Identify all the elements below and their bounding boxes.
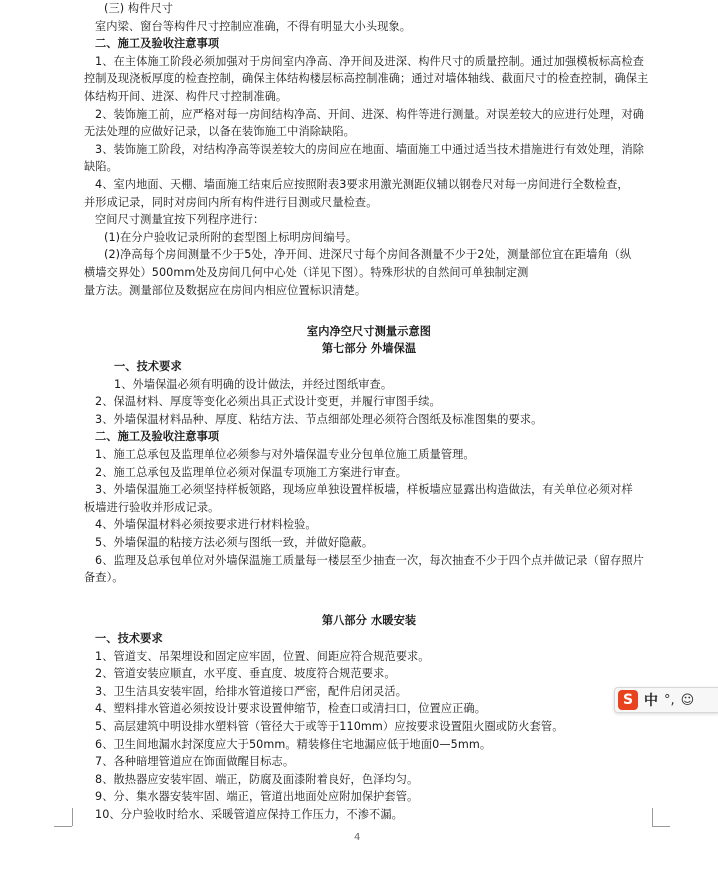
document-line: 室内净空尺寸测量示意图 <box>306 324 432 338</box>
document-line: 9、分、集水器安装牢固、端正，管道出地面处应附加保护套管。 <box>95 790 419 804</box>
document-line: 1、施工总承包及监理单位必须参与对外墙保温专业分包单位施工质量管理。 <box>95 448 475 461</box>
document-line: 1、管道支、吊架埋设和固定应牢固，位置、间距应符合规范要求。 <box>95 649 430 663</box>
document-line: 二、施工及验收注意事项 <box>95 37 220 51</box>
document-line: 二、施工及验收注意事项 <box>95 430 220 444</box>
document-line: 横墙交界处）500mm处及房间几何中心处（详见下图）。特殊形状的自然间可单独制定测 <box>84 266 529 279</box>
document-line: 4、室内地面、天棚、墙面施工结束后应按照附表3要求用激光测距仪辅以钢卷尺对每一房间进行全数检查， <box>95 178 629 191</box>
document-line: 3、装饰施工阶段，对结构净高等误差较大的房间应在地面、墙面施工中通过适当技术措施进行有效处理，消除 <box>95 142 645 156</box>
ime-mode-toggle[interactable]: 中 <box>644 693 658 709</box>
crop-mark-bottom-right <box>652 808 671 826</box>
ime-toolbar[interactable] <box>614 687 718 713</box>
document-line: 室内梁、窗台等构件尺寸控制应准确，不得有明显大小头现象。 <box>95 19 412 33</box>
document-line: 板墙进行验收并形成记录。 <box>84 500 220 514</box>
document-line: 体结构开间、进深、构件尺寸控制准确。 <box>84 90 288 103</box>
document-line: 2、施工总承包及监理单位必须对保温专项施工方案进行审查。 <box>95 465 407 479</box>
document-line: 1、在主体施工阶段必须加强对于房间室内净高、净开间及进深、构件尺寸的质量控制。通过加强模板标高检查 <box>95 54 645 68</box>
document-line: 备查）。 <box>84 571 124 585</box>
document-line: 第八部分 水暖安装 <box>321 614 417 628</box>
document-line: 一、技术要求 <box>95 632 163 645</box>
document-line: 3、外墙保温材料品种、厚度、粘结方法、节点细部处理必须符合图纸及标准图集的要求。 <box>95 412 543 426</box>
document-line: 7、各种暗埋管道应在饰面做醒目标志。 <box>95 755 295 769</box>
emoji-icon[interactable]: ☺ <box>680 692 695 708</box>
document-line: 控制及现浇板厚度的检查控制，确保主体结构楼层标高控制准确；通过对墙体轴线、截面尺寸的检查控制，确保主 <box>84 72 649 86</box>
document-line: 2、保温材料、厚度等变化必须出具正式设计变更，并履行审图手续。 <box>95 395 441 409</box>
document-line: 2、管道安装应顺直，水平度、垂直度、坡度符合规范要求。 <box>95 667 396 681</box>
document-line: 并形成记录，同时对房间内所有构件进行目测或尺量检查。 <box>84 195 378 209</box>
sogou-logo-icon[interactable]: S <box>618 690 638 710</box>
document-line: 一、技术要求 <box>114 360 182 373</box>
document-line: 量方法。测量部位及数据应在房间内相应位置标识清楚。 <box>84 283 367 297</box>
document-line: 2、装饰施工前，应严格对每一房间结构净高、开间、进深、构件等进行测量。对误差较大的应进行处理，对确 <box>95 107 645 121</box>
document-line: 6、卫生间地漏水封深度应大于50mm。精装修住宅地漏应低于地面0—5mm。 <box>95 737 492 751</box>
document-line: 4、外墙保温材料必须按要求进行材料检验。 <box>95 518 317 532</box>
crop-mark-bottom-right-h <box>652 826 670 827</box>
document-line: 10、分户验收时给水、采暖管道应保持工作压力，不渗不漏。 <box>95 808 403 821</box>
document-line: 1、外墙保温必须有明确的设计做法，并经过图纸审查。 <box>114 377 393 391</box>
document-line: (2)净高每个房间测量不少于5处，净开间、进深尺寸每个房间各测量不少于2处，测量部位宜在距墙角（纵 <box>104 248 632 262</box>
crop-mark-bottom-left-h <box>54 826 72 827</box>
document-line: 6、监理及总承包单位对外墙保温施工质量每一楼层至少抽查一次，每次抽查不少于四个点并做记录（留存照片 <box>95 553 645 567</box>
document-line: 缺陷。 <box>84 160 118 174</box>
document-line: 8、散热器应安装牢固、端正，防腐及面漆附着良好，色泽均匀。 <box>95 772 419 786</box>
page-number: 4 <box>354 832 361 843</box>
document-line: (三) 构件尺寸 <box>104 2 174 15</box>
ime-punctuation-toggle[interactable]: °, <box>664 692 675 708</box>
document-line: 5、外墙保温的粘接方法必须与图纸一致，并做好隐蔽。 <box>95 536 374 549</box>
document-line: 3、卫生洁具安装牢固，给排水管道接口严密，配件启闭灵活。 <box>95 684 407 698</box>
document-line: 5、高层建筑中明设排水塑料管（管径大于或等于110mm）应按要求设置阻火圈或防火套管。 <box>95 720 564 733</box>
document-line: 无法处理的应做好记录，以备在装饰施工中消除缺陷。 <box>84 125 355 139</box>
document-line: (1)在分户验收记录所附的套型图上标明房间编号。 <box>104 230 358 244</box>
document-line: 3、外墙保温施工必须坚持样板领路，现场应单独设置样板墙，样板墙应显露出构造做法，有关单位必须对样 <box>95 483 633 497</box>
document-line: 空间尺寸测量宜按下列程序进行： <box>95 213 265 227</box>
document-line: 4、塑料排水管道必须按设计要求设置伸缩节，检查口或清扫口，位置应正确。 <box>95 702 486 716</box>
crop-mark-bottom-left <box>54 808 73 826</box>
document-line: 第七部分 外墙保温 <box>321 342 417 356</box>
